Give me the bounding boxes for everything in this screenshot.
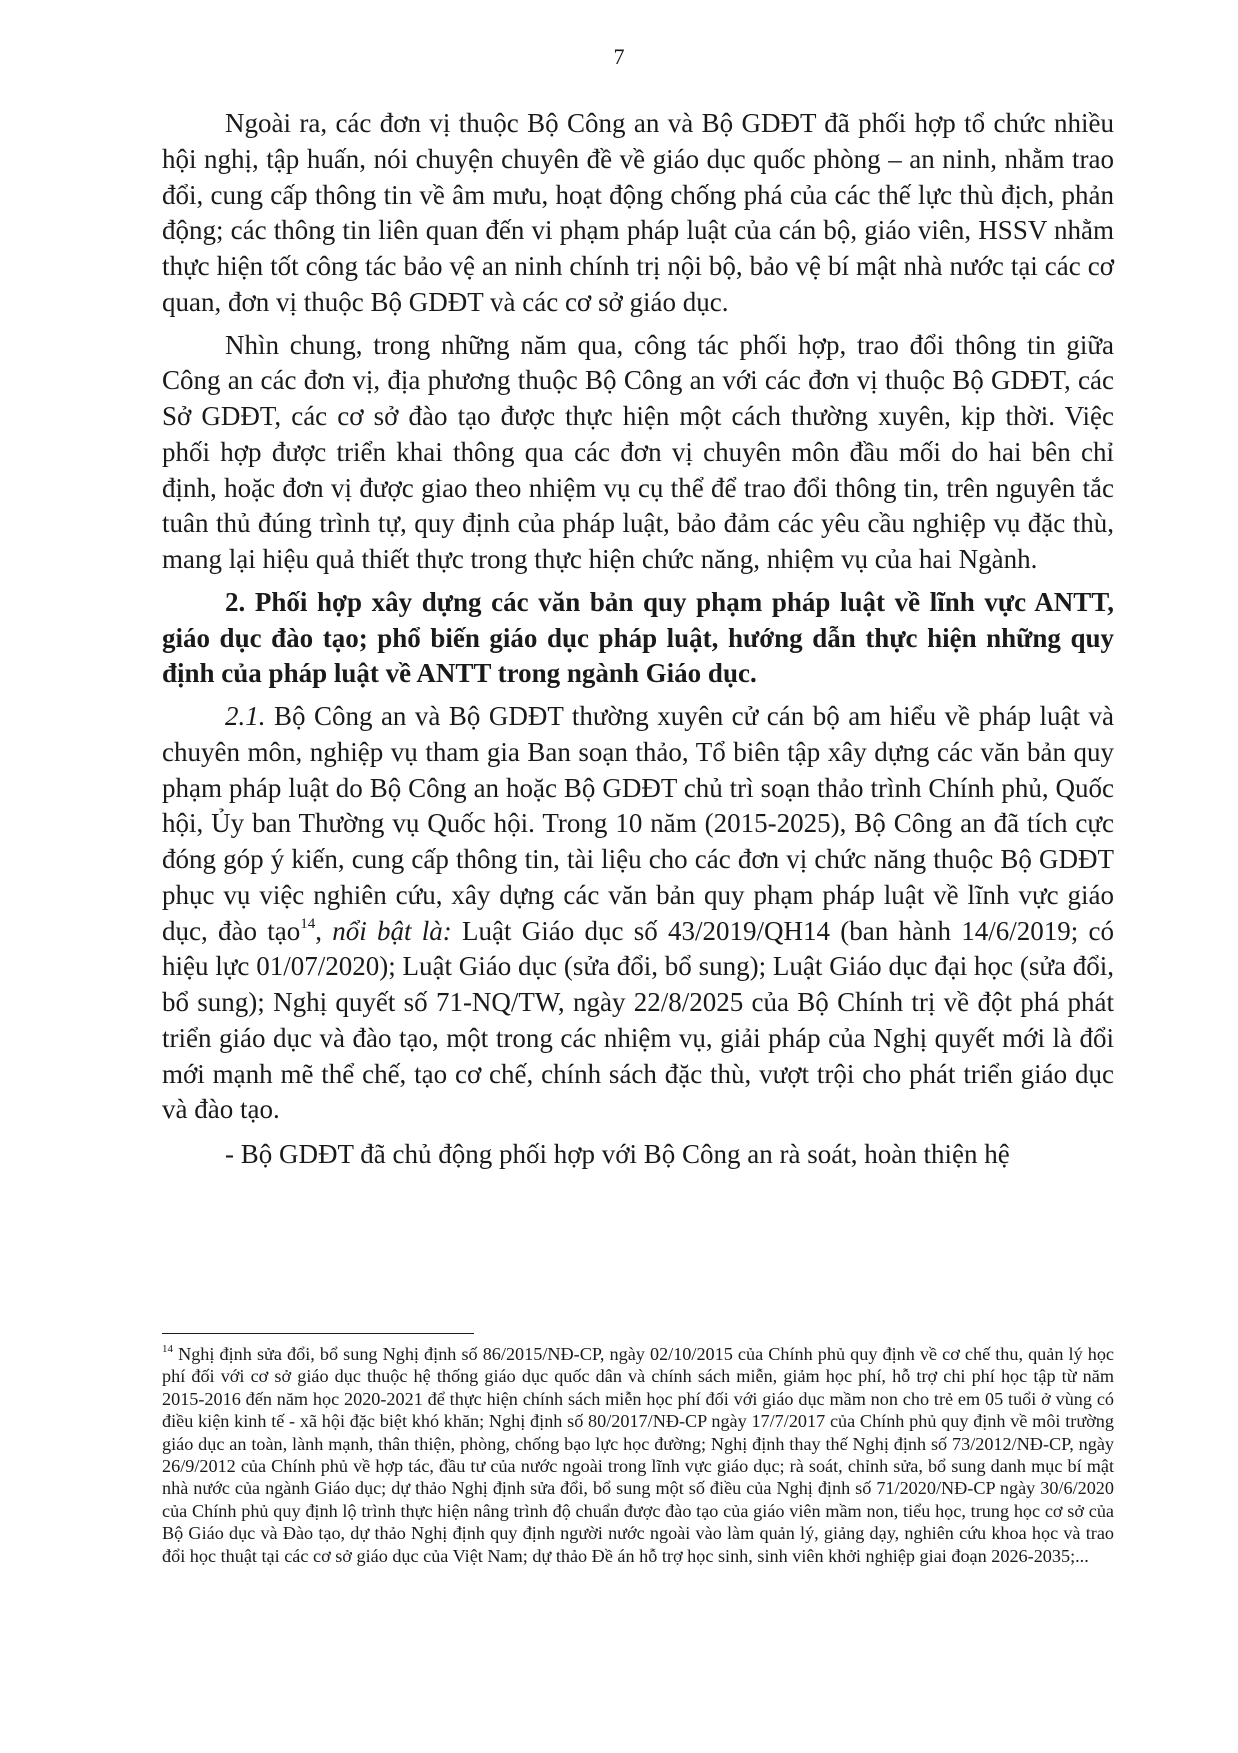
paragraph-2-1-text-c: Luật Giáo dục số 43/2019/QH14 (ban hành 14/6/2019; có hiệu lực 01/07/2020); Luật Giáo dục (sửa đổi, bổ sung); Luật Giáo dục đại học (sửa đổi, bổ sung); Nghị quyết số 71-NQ/TW, ngày 22/8/2025 của Bộ Chính trị về đột phá phát triển giáo dục và đào tạo, một trong các nhiệm vụ, giải pháp của Nghị quyết mới là đổi mới mạnh mẽ thể chế, tạo cơ chế, chính sách đặc thù, vượt trội cho phát triển giáo dục và đào tạo. [162,915,1115,1125]
footnote-divider [162,1333,474,1334]
footnote-text: Nghị định sửa đổi, bổ sung Nghị định số 86/2015/NĐ-CP, ngày 02/10/2015 của Chính phủ quy định về cơ chế thu, quản lý học phí đối với cơ sở giáo dục thuộc hệ thống giáo dục quốc dân và chính sách miễn, giảm học phí, hỗ trợ chi phí học tập từ năm 2015-2016 đến năm học 2020-2021 để thực hiện chính sách miễn học phí đối với giáo dục mầm non cho trẻ em 05 tuổi ở vùng có điều kiện kinh tế - xã hội đặc biệt khó khăn; Nghị định số 80/2017/NĐ-CP ngày 17/7/2017 của Chính phủ quy định về môi trường giáo dục an toàn, lành mạnh, thân thiện, phòng, chống bạo lực học đường; Nghị định thay thế Nghị định số 73/2012/NĐ-CP, ngày 26/9/2012 của Chính phủ về hợp tác, đầu tư của nước ngoài trong lĩnh vực giáo dục; rà soát, chỉnh sửa, bổ sung danh mục bí mật nhà nước của ngành Giáo dục; dự thảo Nghị định sửa đổi, bổ sung một số điều của Nghị định số 71/2020/NĐ-CP ngày 30/6/2020 của Chính phủ quy định lộ trình thực hiện nâng trình độ chuẩn được đào tạo của giáo viên mầm non, tiểu học, trung học cơ sở của Bộ Giáo dục và Đào tạo, dự thảo Nghị định quy định người nước ngoài vào làm quản lý, giảng dạy, nghiên cứu khoa học và trao đổi học thuật tại các cơ sở giáo dục của Việt Nam; dự thảo Đề án hỗ trợ học sinh, sinh viên khởi nghiệp giai đoạn 2026-2035;... [162,1344,1114,1566]
paragraph-overall-assessment: Nhìn chung, trong những năm qua, công tác phối hợp, trao đổi thông tin giữa Công an các đơn vị, địa phương thuộc Bộ Công an với các đơn vị thuộc Bộ GDĐT, các Sở GDĐT, các cơ sở đào tạo được thực hiện một cách thường xuyên, kịp thời. Việc phối hợp được triển khai thông qua các đơn vị chuyên môn đầu mối do hai bên chỉ định, hoặc đơn vị được giao theo nhiệm vụ cụ thể để trao đổi thông tin, trên nguyên tắc tuân thủ đúng trình tự, quy định của pháp luật, bảo đảm các yêu cầu nghiệp vụ đặc thù, mang lại hiệu quả thiết thực trong thực hiện chức năng, nhiệm vụ của hai Ngành. [162,329,1114,574]
footnote-marker: 14 [162,1342,173,1355]
paragraph-bullet-continues: - Bộ GDĐT đã chủ động phối hợp với Bộ Công an rà soát, hoàn thiện hệ [225,1139,1010,1169]
paragraph-coordination-conferences: Ngoài ra, các đơn vị thuộc Bộ Công an và Bộ GDĐT đã phối hợp tổ chức nhiều hội nghị, tập huấn, nói chuyện chuyên đề về giáo dục quốc phòng – an ninh, nhằm trao đổi, cung cấp thông tin về âm mưu, hoạt động chống phá của các thế lực thù địch, phản động; các thông tin liên quan đến vi phạm pháp luật của cán bộ, giáo viên, HSSV nhằm thực hiện tốt công tác bảo vệ an ninh chính trị nội bộ, bảo vệ bí mật nhà nước tại các cơ quan, đơn vị thuộc Bộ GDĐT và các cơ sở giáo dục. [162,108,1114,317]
paragraph-2-1-text-a: Bộ Công an và Bộ GDĐT thường xuyên cử cán bộ am hiểu về pháp luật và chuyên môn, nghiệp vụ tham gia Ban soạn thảo, Tổ biên tập xây dựng các văn bản quy phạm pháp luật do Bộ Công an hoặc Bộ GDĐT chủ trì soạn thảo trình Chính phủ, Quốc hội, Ủy ban Thường vụ Quốc hội. Trong 10 năm (2015-2025), Bộ Công an đã tích cực đóng góp ý kiến, cung cấp thông tin, tài liệu cho các đơn vị chức năng thuộc Bộ GDĐT phục vụ việc nghiên cứu, xây dựng các văn bản quy phạm pháp luật về lĩnh vực giáo dục, đào tạo [162,701,1114,946]
footnote-14 [162,1343,1114,1567]
section-heading-2: 2. Phối hợp xây dựng các văn bản quy phạm pháp luật về lĩnh vực ANTT, giáo dục đào tạo; phổ biến giáo dục pháp luật, hướng dẫn thực hiện những quy định của pháp luật về ANTT trong ngành Giáo dục. [162,586,1114,689]
paragraph-2-1-text-b: , [315,915,333,946]
paragraph-2-1 [162,699,1114,1128]
page-number: 7 [613,44,625,69]
emphasis-text: nổi bật là: [332,915,452,946]
document-body [162,106,1114,1173]
footnote-reference[interactable]: 14 [300,915,316,932]
subsection-number: 2.1. [225,701,266,731]
